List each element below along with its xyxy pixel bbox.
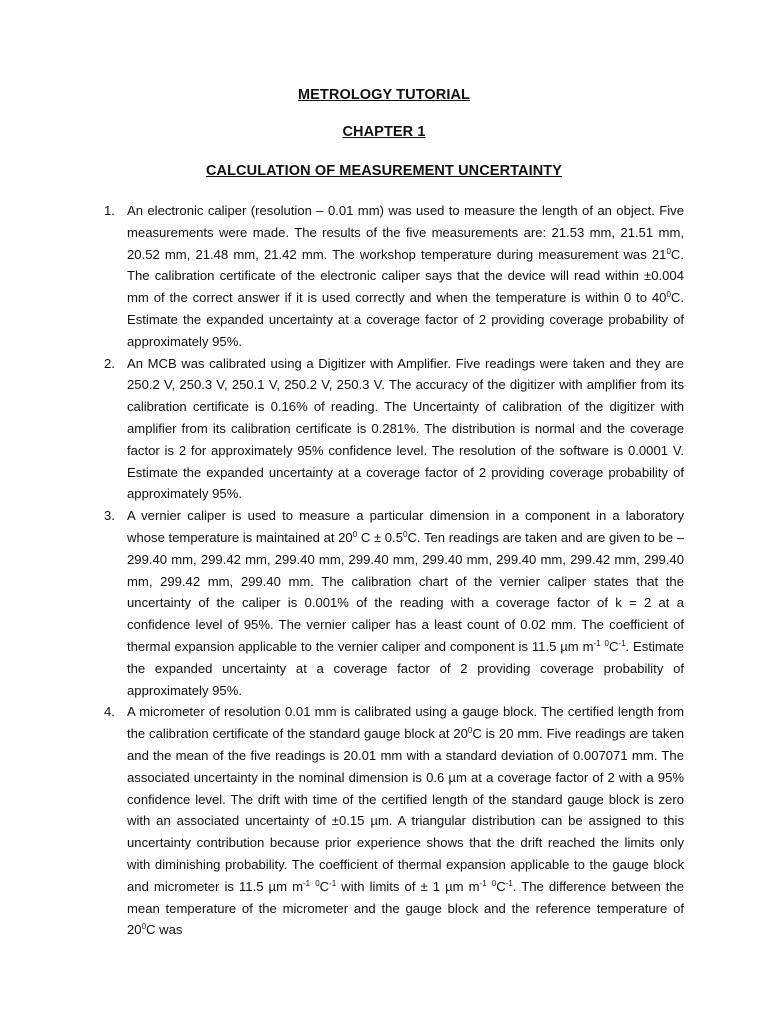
question-text-run: . Estimate the expanded uncertainty at a coverage factor of 2 providing coverage probability of approximately 95%.: [127, 638, 684, 698]
superscript: -1: [302, 878, 311, 888]
superscript: -1: [479, 878, 487, 888]
question-text-run: C. Estimate the expanded uncertainty at a coverage factor of 2 providing coverage probability of approximately 95%.: [127, 290, 684, 349]
section-subtitle: CALCULATION OF MEASUREMENT UNCERTAINTY: [205, 163, 563, 179]
question-text-run: C: [496, 878, 506, 894]
superscript: 0: [604, 638, 609, 648]
question-text: [127, 704, 684, 937]
question-text-run: . The difference between the mean temperature of the micrometer and the gauge block and the reference temperature of 20: [127, 878, 684, 938]
superscript: 0: [402, 529, 408, 539]
document-title: METROLOGY TUTORIAL: [297, 87, 471, 103]
question-text-run: A micrometer of resolution 0.01 mm is calibrated using a gauge block. The certified length from the calibration certificate of the standard gauge block at 20: [127, 704, 684, 742]
question-text-run: A vernier caliper is used to measure a particular dimension in a component in a laboratory whose temperature is maintained at 20: [127, 508, 684, 545]
question-text-run: with limits of ± 1 µm m: [336, 878, 480, 894]
superscript: 0: [491, 878, 497, 888]
question-text-run: An MCB was calibrated using a Digitizer with Amplifier. Five readings were taken and they are 250.2 V, 250.3 V, 250.1 V, 250.2 V, 250.3 V. The accuracy of the digitizer with amplifier from its calibration certificate is 0.16% of reading. The Uncertainty of calibration of the digitizer with amplifier from its calibration certificate is 0.281%. The distribution is normal and the coverage factor is 2 for approximately 95% confidence level. The resolution of the software is 0.0001 V. Estimate the expanded uncertainty at a coverage factor of 2 providing coverage probability of approximately 95%.: [127, 355, 684, 502]
superscript: 0: [141, 922, 147, 932]
chapter-heading: CHAPTER 1: [342, 124, 426, 140]
question-text-run: C: [319, 878, 330, 894]
question-item: [104, 701, 684, 941]
question-number: 4.: [104, 704, 115, 720]
question-text-run: An electronic caliper (resolution – 0.01 mm) was used to measure the length of an object. Five measurements were made. The results of the five measurements are: 21.53 mm, 21.51 mm, 20.52 mm, 21.48 mm, 21.42 mm. The workshop temperature during measurement was 21: [127, 203, 684, 262]
superscript: 0: [666, 290, 671, 300]
superscript: -1: [329, 878, 337, 888]
question-item: [104, 353, 684, 506]
question-list: [104, 200, 684, 941]
question-text: [127, 356, 684, 502]
question-number: 1.: [104, 203, 115, 218]
question-text-run: C ± 0.5: [357, 529, 403, 545]
question-number: 3.: [104, 508, 115, 524]
superscript: -1: [593, 638, 601, 648]
question-text-run: C. Ten readings are taken and are given to be – 299.40 mm, 299.42 mm, 299.40 mm, 299.40 mm, 299.40 mm, 299.40 mm, 299.42 mm, 299.40 mm, 299.42 mm, 299.40 mm. The calibration chart of the vernier caliper states that the uncertainty of the caliper is 0.001% of the reading with a coverage factor of k = 2 at a confidence level of 95%. The vernier caliper has a least count of 0.02 mm. The coefficient of thermal expansion applicable to the vernier caliper and component is 11.5 µm m: [127, 529, 684, 654]
question-number: 2.: [104, 355, 115, 371]
question-item: [104, 505, 684, 701]
superscript: -1: [618, 638, 626, 648]
superscript: 0: [467, 726, 473, 736]
superscript: 0: [666, 246, 671, 256]
superscript: 0: [352, 529, 358, 539]
question-text-run: C: [608, 638, 619, 654]
question-text: [127, 203, 684, 349]
question-text-run: C was: [146, 922, 183, 938]
question-item: [104, 200, 684, 353]
superscript: 0: [315, 878, 320, 888]
question-text-run: C is 20 mm. Five readings are taken and the mean of the five readings is 20.01 mm with a standard deviation of 0.007071 mm. The associated uncertainty in the nominal dimension is 0.6 µm at a coverage factor of 2 with a 95% confidence level. The drift with time of the certified length of the standard gauge block is zero with an associated uncertainty of ±0.15 µm. A triangular distribution can be assigned to this uncertainty contribution because prior experience shows that the drift reached the limits only with diminishing probability. The coefficient of thermal expansion applicable to the gauge block and micrometer is 11.5 µm m: [127, 726, 684, 894]
superscript: -1: [505, 878, 513, 888]
question-text: [127, 508, 684, 697]
question-text-run: C. The calibration certificate of the electronic caliper says that the device will read within ±0.004 mm of the correct answer if it is used correctly and when the temperature is within 0 to 40: [127, 246, 684, 306]
